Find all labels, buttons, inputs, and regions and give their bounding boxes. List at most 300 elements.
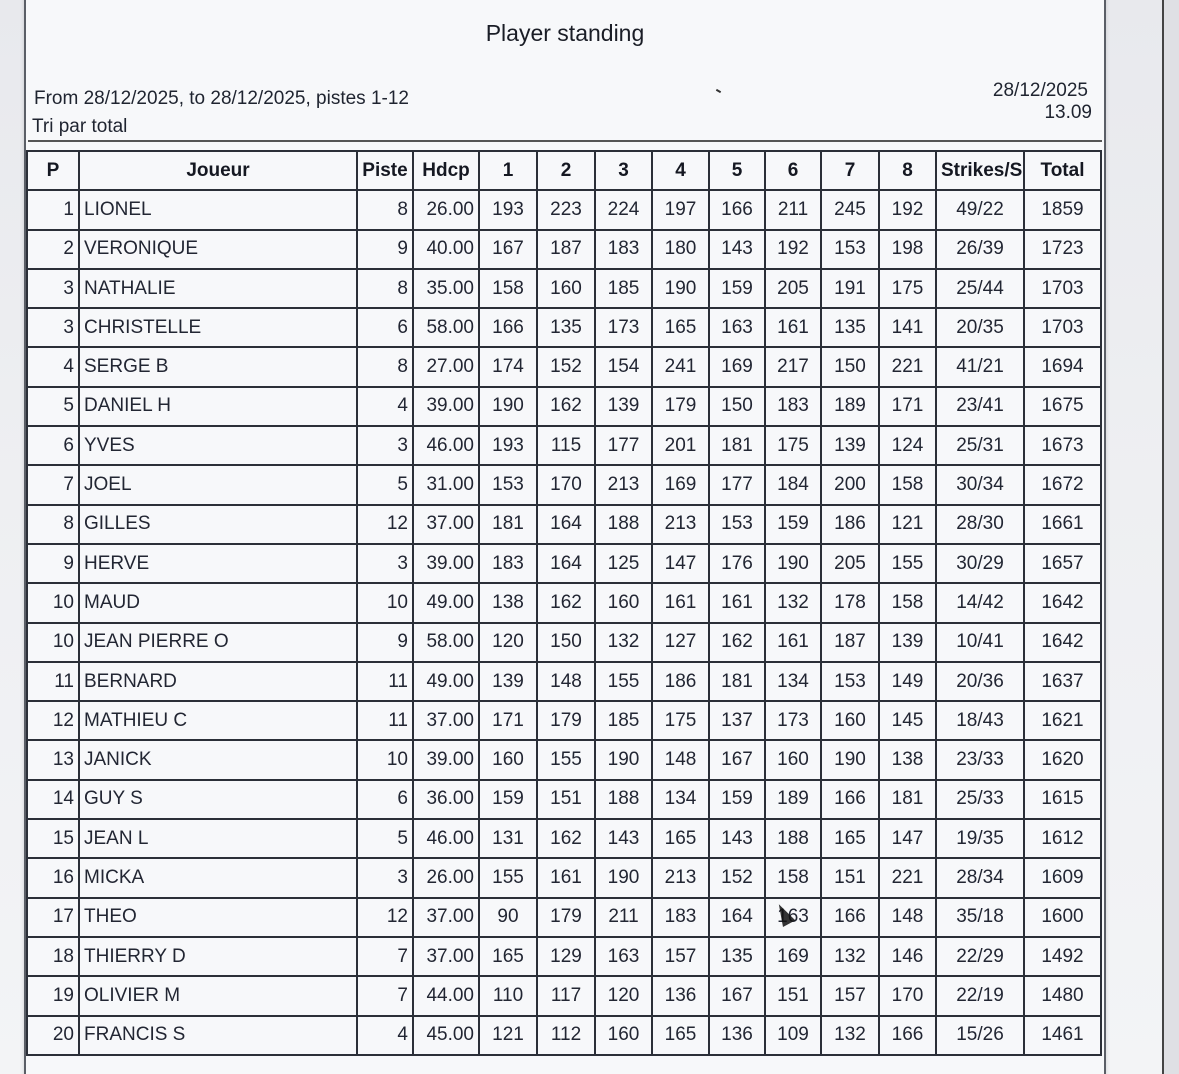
- table-row: [27, 269, 1101, 308]
- cell-game-2: 150: [537, 623, 595, 662]
- cell-game-8: 198: [879, 230, 936, 269]
- cell-game-2: 164: [537, 505, 595, 544]
- cell-game-3: 224: [595, 190, 652, 229]
- cell-game-2: 161: [537, 858, 595, 897]
- cell-game-1: 139: [479, 662, 537, 701]
- cell-position: 3: [27, 269, 79, 308]
- cell-game-4: 134: [652, 780, 709, 819]
- cell-game-8: 192: [879, 190, 936, 229]
- cell-game-2: 155: [537, 740, 595, 779]
- cell-game-4: 213: [652, 505, 709, 544]
- cell-game-7: 189: [821, 387, 879, 426]
- cell-game-3: 160: [595, 1016, 652, 1055]
- report-title: Player standing: [485, 20, 645, 46]
- cell-strikes-spares: 26/39: [936, 230, 1024, 269]
- cell-position: 8: [27, 505, 79, 544]
- column-header-game-6: 6: [765, 151, 821, 190]
- cell-game-5: 161: [709, 583, 765, 622]
- cell-game-3: 190: [595, 858, 652, 897]
- cell-game-7: 165: [821, 819, 879, 858]
- cell-player-name: SERGE B: [79, 347, 357, 386]
- cell-game-3: 185: [595, 269, 652, 308]
- cell-strikes-spares: 35/18: [936, 898, 1024, 937]
- table-row: [27, 190, 1101, 229]
- cell-lane: 12: [357, 898, 413, 937]
- cell-game-8: 155: [879, 544, 936, 583]
- cell-total: 1620: [1024, 740, 1101, 779]
- cell-game-5: 143: [709, 230, 765, 269]
- cell-game-7: 187: [821, 623, 879, 662]
- cell-game-5: 164: [709, 898, 765, 937]
- cell-game-6: 161: [765, 623, 821, 662]
- cell-position: 1: [27, 190, 79, 229]
- cell-total: 1723: [1024, 230, 1101, 269]
- cell-position: 18: [27, 937, 79, 976]
- cell-game-7: 191: [821, 269, 879, 308]
- table-row: [27, 505, 1101, 544]
- cell-game-8: 171: [879, 387, 936, 426]
- cell-game-6: 132: [765, 583, 821, 622]
- standings-body: [27, 190, 1101, 1055]
- cell-game-7: 157: [821, 976, 879, 1015]
- cell-handicap: 58.00: [413, 623, 479, 662]
- cell-handicap: 39.00: [413, 387, 479, 426]
- cell-game-5: 137: [709, 701, 765, 740]
- cell-total: 1694: [1024, 347, 1101, 386]
- cell-game-8: 175: [879, 269, 936, 308]
- cell-game-8: 139: [879, 623, 936, 662]
- cell-game-4: 197: [652, 190, 709, 229]
- cell-game-1: 159: [479, 780, 537, 819]
- cell-game-7: 132: [821, 937, 879, 976]
- column-header-strikes: Strikes/S: [936, 151, 1024, 190]
- cell-position: 20: [27, 1016, 79, 1055]
- cell-game-1: 138: [479, 583, 537, 622]
- mark: [716, 89, 721, 93]
- cell-game-5: 150: [709, 387, 765, 426]
- cell-game-6: 188: [765, 819, 821, 858]
- cell-game-4: 165: [652, 819, 709, 858]
- cell-game-3: 188: [595, 505, 652, 544]
- cell-player-name: GUY S: [79, 780, 357, 819]
- cell-total: 1609: [1024, 858, 1101, 897]
- cell-player-name: THIERRY D: [79, 937, 357, 976]
- cell-game-4: 136: [652, 976, 709, 1015]
- table-row: [27, 347, 1101, 386]
- cell-game-5: 181: [709, 426, 765, 465]
- column-header-game-7: 7: [821, 151, 879, 190]
- cell-handicap: 31.00: [413, 465, 479, 504]
- cell-game-6: 205: [765, 269, 821, 308]
- cell-game-1: 90: [479, 898, 537, 937]
- cell-total: 1657: [1024, 544, 1101, 583]
- cell-total: 1661: [1024, 505, 1101, 544]
- cell-position: 10: [27, 583, 79, 622]
- cell-game-6: 109: [765, 1016, 821, 1055]
- cell-game-3: 139: [595, 387, 652, 426]
- cell-strikes-spares: 22/19: [936, 976, 1024, 1015]
- cell-game-3: 160: [595, 583, 652, 622]
- cell-game-8: 124: [879, 426, 936, 465]
- cell-game-7: 160: [821, 701, 879, 740]
- cell-player-name: FRANCIS S: [79, 1016, 357, 1055]
- table-row: [27, 701, 1101, 740]
- cell-total: 1673: [1024, 426, 1101, 465]
- cell-game-4: 241: [652, 347, 709, 386]
- cell-lane: 9: [357, 623, 413, 662]
- cell-strikes-spares: 25/31: [936, 426, 1024, 465]
- column-header-position: P: [27, 151, 79, 190]
- report-date: 28/12/2025: [992, 80, 1088, 101]
- cell-game-1: 167: [479, 230, 537, 269]
- cell-position: 2: [27, 230, 79, 269]
- cell-player-name: DANIEL H: [79, 387, 357, 426]
- cell-lane: 4: [357, 1016, 413, 1055]
- column-header-player: Joueur: [79, 151, 357, 190]
- cell-handicap: 26.00: [413, 858, 479, 897]
- cell-position: 12: [27, 701, 79, 740]
- table-row: [27, 583, 1101, 622]
- table-row: [27, 662, 1101, 701]
- cell-game-2: 223: [537, 190, 595, 229]
- cell-strikes-spares: 30/34: [936, 465, 1024, 504]
- table-header-row: [27, 151, 1101, 190]
- column-header-game-4: 4: [652, 151, 709, 190]
- cell-game-2: 135: [537, 308, 595, 347]
- cell-game-7: 139: [821, 426, 879, 465]
- table-row: [27, 623, 1101, 662]
- cell-position: 6: [27, 426, 79, 465]
- cell-game-1: 110: [479, 976, 537, 1015]
- cell-game-1: 190: [479, 387, 537, 426]
- cell-game-8: 221: [879, 347, 936, 386]
- cell-game-2: 179: [537, 898, 595, 937]
- cell-game-7: 190: [821, 740, 879, 779]
- cell-game-1: 193: [479, 426, 537, 465]
- cell-game-7: 151: [821, 858, 879, 897]
- column-header-lane: Piste: [357, 151, 413, 190]
- cell-game-1: 121: [479, 1016, 537, 1055]
- cell-game-3: 132: [595, 623, 652, 662]
- cell-game-6: 169: [765, 937, 821, 976]
- cell-game-5: 162: [709, 623, 765, 662]
- cell-game-6: 183: [765, 387, 821, 426]
- cell-player-name: MATHIEU C: [79, 701, 357, 740]
- cell-game-6: 192: [765, 230, 821, 269]
- cell-game-4: 127: [652, 623, 709, 662]
- cell-player-name: LIONEL: [79, 190, 357, 229]
- cell-game-2: 162: [537, 819, 595, 858]
- cell-game-8: 181: [879, 780, 936, 819]
- cell-game-3: 155: [595, 662, 652, 701]
- cell-game-8: 146: [879, 937, 936, 976]
- cell-handicap: 49.00: [413, 662, 479, 701]
- cell-player-name: JEAN PIERRE O: [79, 623, 357, 662]
- cell-game-1: 120: [479, 623, 537, 662]
- cell-game-4: 179: [652, 387, 709, 426]
- cell-game-2: 162: [537, 387, 595, 426]
- table-row: [27, 387, 1101, 426]
- cell-game-4: 165: [652, 1016, 709, 1055]
- column-header-game-3: 3: [595, 151, 652, 190]
- cell-game-7: 150: [821, 347, 879, 386]
- cell-position: 16: [27, 858, 79, 897]
- cell-game-2: 179: [537, 701, 595, 740]
- cell-game-5: 163: [709, 308, 765, 347]
- cell-total: 1600: [1024, 898, 1101, 937]
- cell-game-5: 159: [709, 780, 765, 819]
- table-row: [27, 308, 1101, 347]
- cell-lane: 7: [357, 976, 413, 1015]
- cell-lane: 8: [357, 190, 413, 229]
- cell-position: 9: [27, 544, 79, 583]
- table-row: [27, 858, 1101, 897]
- cell-game-6: 134: [765, 662, 821, 701]
- column-header-handicap: Hdcp: [413, 151, 479, 190]
- cell-game-8: 158: [879, 465, 936, 504]
- cell-player-name: MAUD: [79, 583, 357, 622]
- cell-strikes-spares: 22/29: [936, 937, 1024, 976]
- cell-game-2: 151: [537, 780, 595, 819]
- cell-game-4: 165: [652, 308, 709, 347]
- cell-game-1: 158: [479, 269, 537, 308]
- cell-game-4: 161: [652, 583, 709, 622]
- cell-total: 1642: [1024, 623, 1101, 662]
- cell-player-name: JANICK: [79, 740, 357, 779]
- table-row: [27, 465, 1101, 504]
- cell-position: 3: [27, 308, 79, 347]
- cell-game-4: 180: [652, 230, 709, 269]
- cell-lane: 6: [357, 780, 413, 819]
- sort-order: Tri par total: [32, 116, 128, 137]
- cell-player-name: OLIVIER M: [79, 976, 357, 1015]
- cell-game-8: 166: [879, 1016, 936, 1055]
- cell-lane: 7: [357, 937, 413, 976]
- cell-strikes-spares: 25/33: [936, 780, 1024, 819]
- cell-player-name: GILLES: [79, 505, 357, 544]
- cell-total: 1621: [1024, 701, 1101, 740]
- cell-game-1: 181: [479, 505, 537, 544]
- cell-game-7: 132: [821, 1016, 879, 1055]
- cell-game-6: 159: [765, 505, 821, 544]
- cell-game-3: 120: [595, 976, 652, 1015]
- cell-total: 1642: [1024, 583, 1101, 622]
- cell-game-2: 164: [537, 544, 595, 583]
- column-header-game-5: 5: [709, 151, 765, 190]
- cell-game-6: 163: [765, 898, 821, 937]
- table-row: [27, 937, 1101, 976]
- cell-game-6: 175: [765, 426, 821, 465]
- cell-game-1: 160: [479, 740, 537, 779]
- table-row: [27, 740, 1101, 779]
- cell-strikes-spares: 30/29: [936, 544, 1024, 583]
- cell-game-4: 186: [652, 662, 709, 701]
- cell-lane: 8: [357, 347, 413, 386]
- cell-game-5: 152: [709, 858, 765, 897]
- cell-game-5: 167: [709, 740, 765, 779]
- cell-handicap: 49.00: [413, 583, 479, 622]
- cell-game-1: 131: [479, 819, 537, 858]
- cell-game-6: 160: [765, 740, 821, 779]
- table-row: [27, 976, 1101, 1015]
- cell-handicap: 37.00: [413, 505, 479, 544]
- cell-total: 1675: [1024, 387, 1101, 426]
- cell-game-4: 213: [652, 858, 709, 897]
- cell-position: 13: [27, 740, 79, 779]
- cell-game-2: 160: [537, 269, 595, 308]
- cell-lane: 10: [357, 740, 413, 779]
- cell-game-1: 166: [479, 308, 537, 347]
- table-row: [27, 544, 1101, 583]
- report-time: 13.09: [1044, 102, 1092, 123]
- table-row: [27, 898, 1101, 937]
- cell-player-name: JOEL: [79, 465, 357, 504]
- cell-total: 1859: [1024, 190, 1101, 229]
- cell-strikes-spares: 19/35: [936, 819, 1024, 858]
- cell-lane: 8: [357, 269, 413, 308]
- cell-game-2: 152: [537, 347, 595, 386]
- report-sheet: [24, 0, 1106, 1074]
- cell-strikes-spares: 14/42: [936, 583, 1024, 622]
- cell-strikes-spares: 10/41: [936, 623, 1024, 662]
- table-row: [27, 780, 1101, 819]
- cell-game-3: 177: [595, 426, 652, 465]
- cell-player-name: THEO: [79, 898, 357, 937]
- cell-lane: 4: [357, 387, 413, 426]
- cell-total: 1703: [1024, 308, 1101, 347]
- cell-game-7: 166: [821, 898, 879, 937]
- cell-game-2: 115: [537, 426, 595, 465]
- cell-handicap: 44.00: [413, 976, 479, 1015]
- cell-strikes-spares: 25/44: [936, 269, 1024, 308]
- cell-strikes-spares: 20/35: [936, 308, 1024, 347]
- cell-game-8: 138: [879, 740, 936, 779]
- cell-game-7: 186: [821, 505, 879, 544]
- cell-handicap: 39.00: [413, 740, 479, 779]
- cell-game-3: 183: [595, 230, 652, 269]
- cell-handicap: 58.00: [413, 308, 479, 347]
- cell-game-8: 145: [879, 701, 936, 740]
- cell-game-4: 169: [652, 465, 709, 504]
- cell-game-4: 201: [652, 426, 709, 465]
- cell-handicap: 46.00: [413, 426, 479, 465]
- cell-lane: 3: [357, 544, 413, 583]
- table-row: [27, 819, 1101, 858]
- cell-game-4: 183: [652, 898, 709, 937]
- cell-player-name: MICKA: [79, 858, 357, 897]
- cell-lane: 6: [357, 308, 413, 347]
- cell-player-name: VERONIQUE: [79, 230, 357, 269]
- cell-game-7: 166: [821, 780, 879, 819]
- cell-position: 11: [27, 662, 79, 701]
- cell-position: 7: [27, 465, 79, 504]
- cell-strikes-spares: 18/43: [936, 701, 1024, 740]
- cell-game-3: 154: [595, 347, 652, 386]
- cell-position: 4: [27, 347, 79, 386]
- cell-game-2: 148: [537, 662, 595, 701]
- cell-player-name: HERVE: [79, 544, 357, 583]
- cell-position: 15: [27, 819, 79, 858]
- cell-game-8: 158: [879, 583, 936, 622]
- cell-game-8: 141: [879, 308, 936, 347]
- cell-game-4: 147: [652, 544, 709, 583]
- cell-game-7: 200: [821, 465, 879, 504]
- cell-game-6: 161: [765, 308, 821, 347]
- cell-player-name: BERNARD: [79, 662, 357, 701]
- cell-game-4: 157: [652, 937, 709, 976]
- cell-lane: 12: [357, 505, 413, 544]
- cell-handicap: 39.00: [413, 544, 479, 583]
- cell-lane: 9: [357, 230, 413, 269]
- cell-strikes-spares: 49/22: [936, 190, 1024, 229]
- cell-game-2: 129: [537, 937, 595, 976]
- column-header-total: Total: [1024, 151, 1101, 190]
- cell-game-6: 173: [765, 701, 821, 740]
- cell-game-5: 136: [709, 1016, 765, 1055]
- table-row: [27, 230, 1101, 269]
- cell-game-3: 173: [595, 308, 652, 347]
- cell-game-1: 171: [479, 701, 537, 740]
- cell-game-6: 211: [765, 190, 821, 229]
- cell-game-1: 155: [479, 858, 537, 897]
- cell-game-8: 170: [879, 976, 936, 1015]
- cell-game-8: 147: [879, 819, 936, 858]
- cell-game-1: 183: [479, 544, 537, 583]
- cell-game-5: 143: [709, 819, 765, 858]
- cell-game-6: 184: [765, 465, 821, 504]
- cell-lane: 5: [357, 465, 413, 504]
- cell-player-name: CHRISTELLE: [79, 308, 357, 347]
- cell-game-1: 165: [479, 937, 537, 976]
- cell-game-5: 181: [709, 662, 765, 701]
- cell-game-3: 190: [595, 740, 652, 779]
- cell-game-2: 117: [537, 976, 595, 1015]
- cell-strikes-spares: 23/33: [936, 740, 1024, 779]
- cell-position: 17: [27, 898, 79, 937]
- cell-total: 1703: [1024, 269, 1101, 308]
- cell-handicap: 26.00: [413, 190, 479, 229]
- date-range: From 28/12/2025, to 28/12/2025, pistes 1-12: [34, 88, 409, 109]
- standings-table: [26, 150, 1102, 1056]
- cell-position: 19: [27, 976, 79, 1015]
- cell-game-8: 121: [879, 505, 936, 544]
- cell-game-7: 135: [821, 308, 879, 347]
- cell-game-5: 159: [709, 269, 765, 308]
- cell-game-7: 205: [821, 544, 879, 583]
- cell-lane: 11: [357, 701, 413, 740]
- cell-game-3: 143: [595, 819, 652, 858]
- cell-lane: 3: [357, 858, 413, 897]
- cell-position: 10: [27, 623, 79, 662]
- cell-position: 5: [27, 387, 79, 426]
- cell-lane: 11: [357, 662, 413, 701]
- column-header-game-2: 2: [537, 151, 595, 190]
- cell-total: 1492: [1024, 937, 1101, 976]
- cell-total: 1612: [1024, 819, 1101, 858]
- cell-game-3: 185: [595, 701, 652, 740]
- cell-game-3: 213: [595, 465, 652, 504]
- cell-player-name: NATHALIE: [79, 269, 357, 308]
- cell-handicap: 45.00: [413, 1016, 479, 1055]
- cell-game-3: 125: [595, 544, 652, 583]
- cell-handicap: 37.00: [413, 937, 479, 976]
- cell-handicap: 35.00: [413, 269, 479, 308]
- cell-player-name: YVES: [79, 426, 357, 465]
- cell-game-7: 178: [821, 583, 879, 622]
- cell-game-5: 166: [709, 190, 765, 229]
- cell-position: 14: [27, 780, 79, 819]
- cell-total: 1480: [1024, 976, 1101, 1015]
